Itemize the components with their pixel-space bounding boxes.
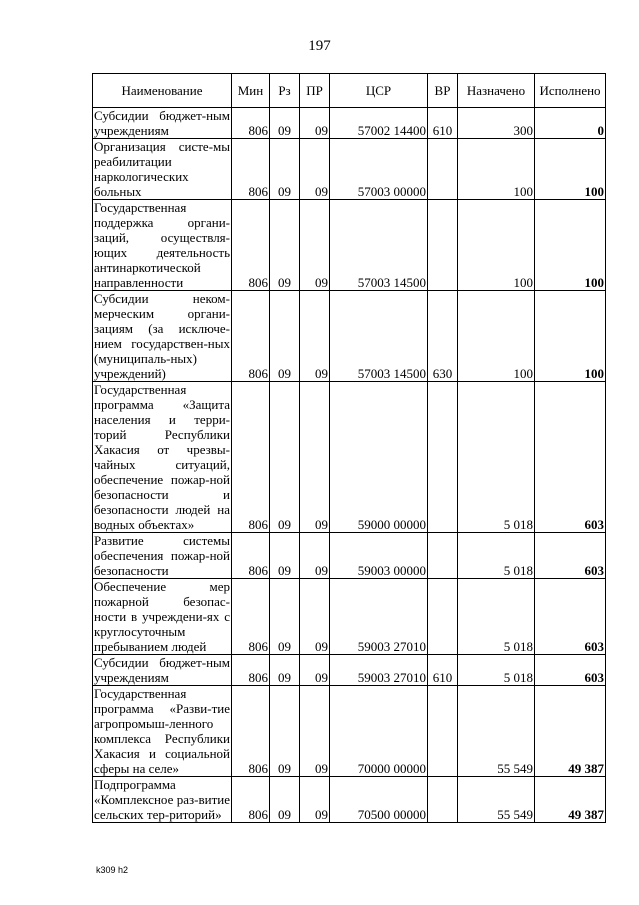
row-min: 806 [232,382,270,533]
table-row [93,108,606,139]
row-pr: 09 [300,686,330,777]
row-assigned: 55 549 [458,777,535,823]
row-csr: 57002 14400 [330,108,428,139]
header-vr: ВР [428,74,458,108]
row-name: Государственная программа «Разви-тие агропромыш-ленного комплекса Республики Хакасия и социальной сферы на селе» [94,686,230,776]
row-vr [428,777,458,823]
row-executed: 49 387 [535,777,606,823]
header-min: Мин [232,74,270,108]
table-row [93,382,606,533]
footer-code: k309 h2 [96,865,129,875]
row-name: Обеспечение мер пожарной безопас-ности в учреждени-ях с круглосуточным пребыванием людей [94,579,230,654]
row-min: 806 [232,139,270,200]
row-vr [428,579,458,655]
header-pr: ПР [300,74,330,108]
row-csr: 59003 27010 [330,655,428,686]
header-rz: Рз [270,74,300,108]
table-row [93,655,606,686]
row-name: Государственная программа «Защита населения и терри-торий Республики Хакасия от чрезвы-чайных ситуаций, обеспечение пожар-ной безопасности и безопасности людей на водных объектах» [94,382,230,532]
row-vr [428,200,458,291]
row-csr: 70000 00000 [330,686,428,777]
row-executed: 100 [535,139,606,200]
row-executed: 100 [535,291,606,382]
row-min: 806 [232,533,270,579]
row-assigned: 5 018 [458,655,535,686]
header-name: Наименование [93,74,232,108]
row-min: 806 [232,686,270,777]
row-pr: 09 [300,139,330,200]
row-executed: 100 [535,200,606,291]
row-executed: 603 [535,382,606,533]
row-vr [428,139,458,200]
row-executed: 49 387 [535,686,606,777]
row-min: 806 [232,579,270,655]
row-csr: 59003 00000 [330,533,428,579]
row-assigned: 100 [458,200,535,291]
row-pr: 09 [300,655,330,686]
row-assigned: 300 [458,108,535,139]
row-rz: 09 [270,579,300,655]
table-row [93,139,606,200]
row-pr: 09 [300,382,330,533]
header-csr: ЦСР [330,74,428,108]
row-executed: 603 [535,579,606,655]
row-pr: 09 [300,200,330,291]
row-min: 806 [232,777,270,823]
row-assigned: 5 018 [458,579,535,655]
row-executed: 603 [535,533,606,579]
header-assigned: Назначено [458,74,535,108]
row-rz: 09 [270,655,300,686]
table-body [93,108,606,823]
row-name: Государственная поддержка органи-заций, осуществля-ющих деятельность антинаркотической направленности [94,200,230,290]
row-assigned: 5 018 [458,382,535,533]
row-vr: 610 [428,108,458,139]
row-name: Субсидии бюджет-ным учреждениям [94,655,230,685]
row-executed: 0 [535,108,606,139]
table-row [93,777,606,823]
row-pr: 09 [300,291,330,382]
table-row [93,291,606,382]
row-assigned: 55 549 [458,686,535,777]
table-row [93,200,606,291]
header-executed: Исполнено [535,74,606,108]
row-name: Субсидии неком-мерческим органи-зациям (за исключе-нием государствен-ных (муниципаль-ных) учреждений) [94,291,230,381]
row-csr: 57003 00000 [330,139,428,200]
row-vr: 630 [428,291,458,382]
row-rz: 09 [270,533,300,579]
row-pr: 09 [300,108,330,139]
row-executed: 603 [535,655,606,686]
page-number: 197 [308,38,331,54]
row-assigned: 5 018 [458,533,535,579]
row-csr: 59003 27010 [330,579,428,655]
row-name: Субсидии бюджет-ным учреждениям [94,108,230,138]
row-min: 806 [232,291,270,382]
row-rz: 09 [270,108,300,139]
row-csr: 70500 00000 [330,777,428,823]
row-pr: 09 [300,533,330,579]
row-name: Подпрограмма «Комплексное раз-витие сельских тер-риторий» [94,777,230,822]
row-csr: 59000 00000 [330,382,428,533]
row-vr [428,533,458,579]
row-pr: 09 [300,777,330,823]
table-header-row [93,74,606,108]
row-assigned: 100 [458,139,535,200]
row-min: 806 [232,108,270,139]
row-csr: 57003 14500 [330,291,428,382]
row-name: Организация систе-мы реабилитации наркологических больных [94,139,230,199]
row-rz: 09 [270,200,300,291]
row-assigned: 100 [458,291,535,382]
row-vr [428,382,458,533]
row-name: Развитие системы обеспечения пожар-ной безопасности [94,533,230,578]
row-csr: 57003 14500 [330,200,428,291]
row-rz: 09 [270,382,300,533]
row-vr [428,686,458,777]
row-rz: 09 [270,291,300,382]
row-min: 806 [232,200,270,291]
table-row [93,686,606,777]
row-rz: 09 [270,777,300,823]
table-row [93,579,606,655]
budget-table [92,73,606,823]
row-rz: 09 [270,139,300,200]
table-row [93,533,606,579]
row-pr: 09 [300,579,330,655]
row-rz: 09 [270,686,300,777]
row-vr: 610 [428,655,458,686]
row-min: 806 [232,655,270,686]
